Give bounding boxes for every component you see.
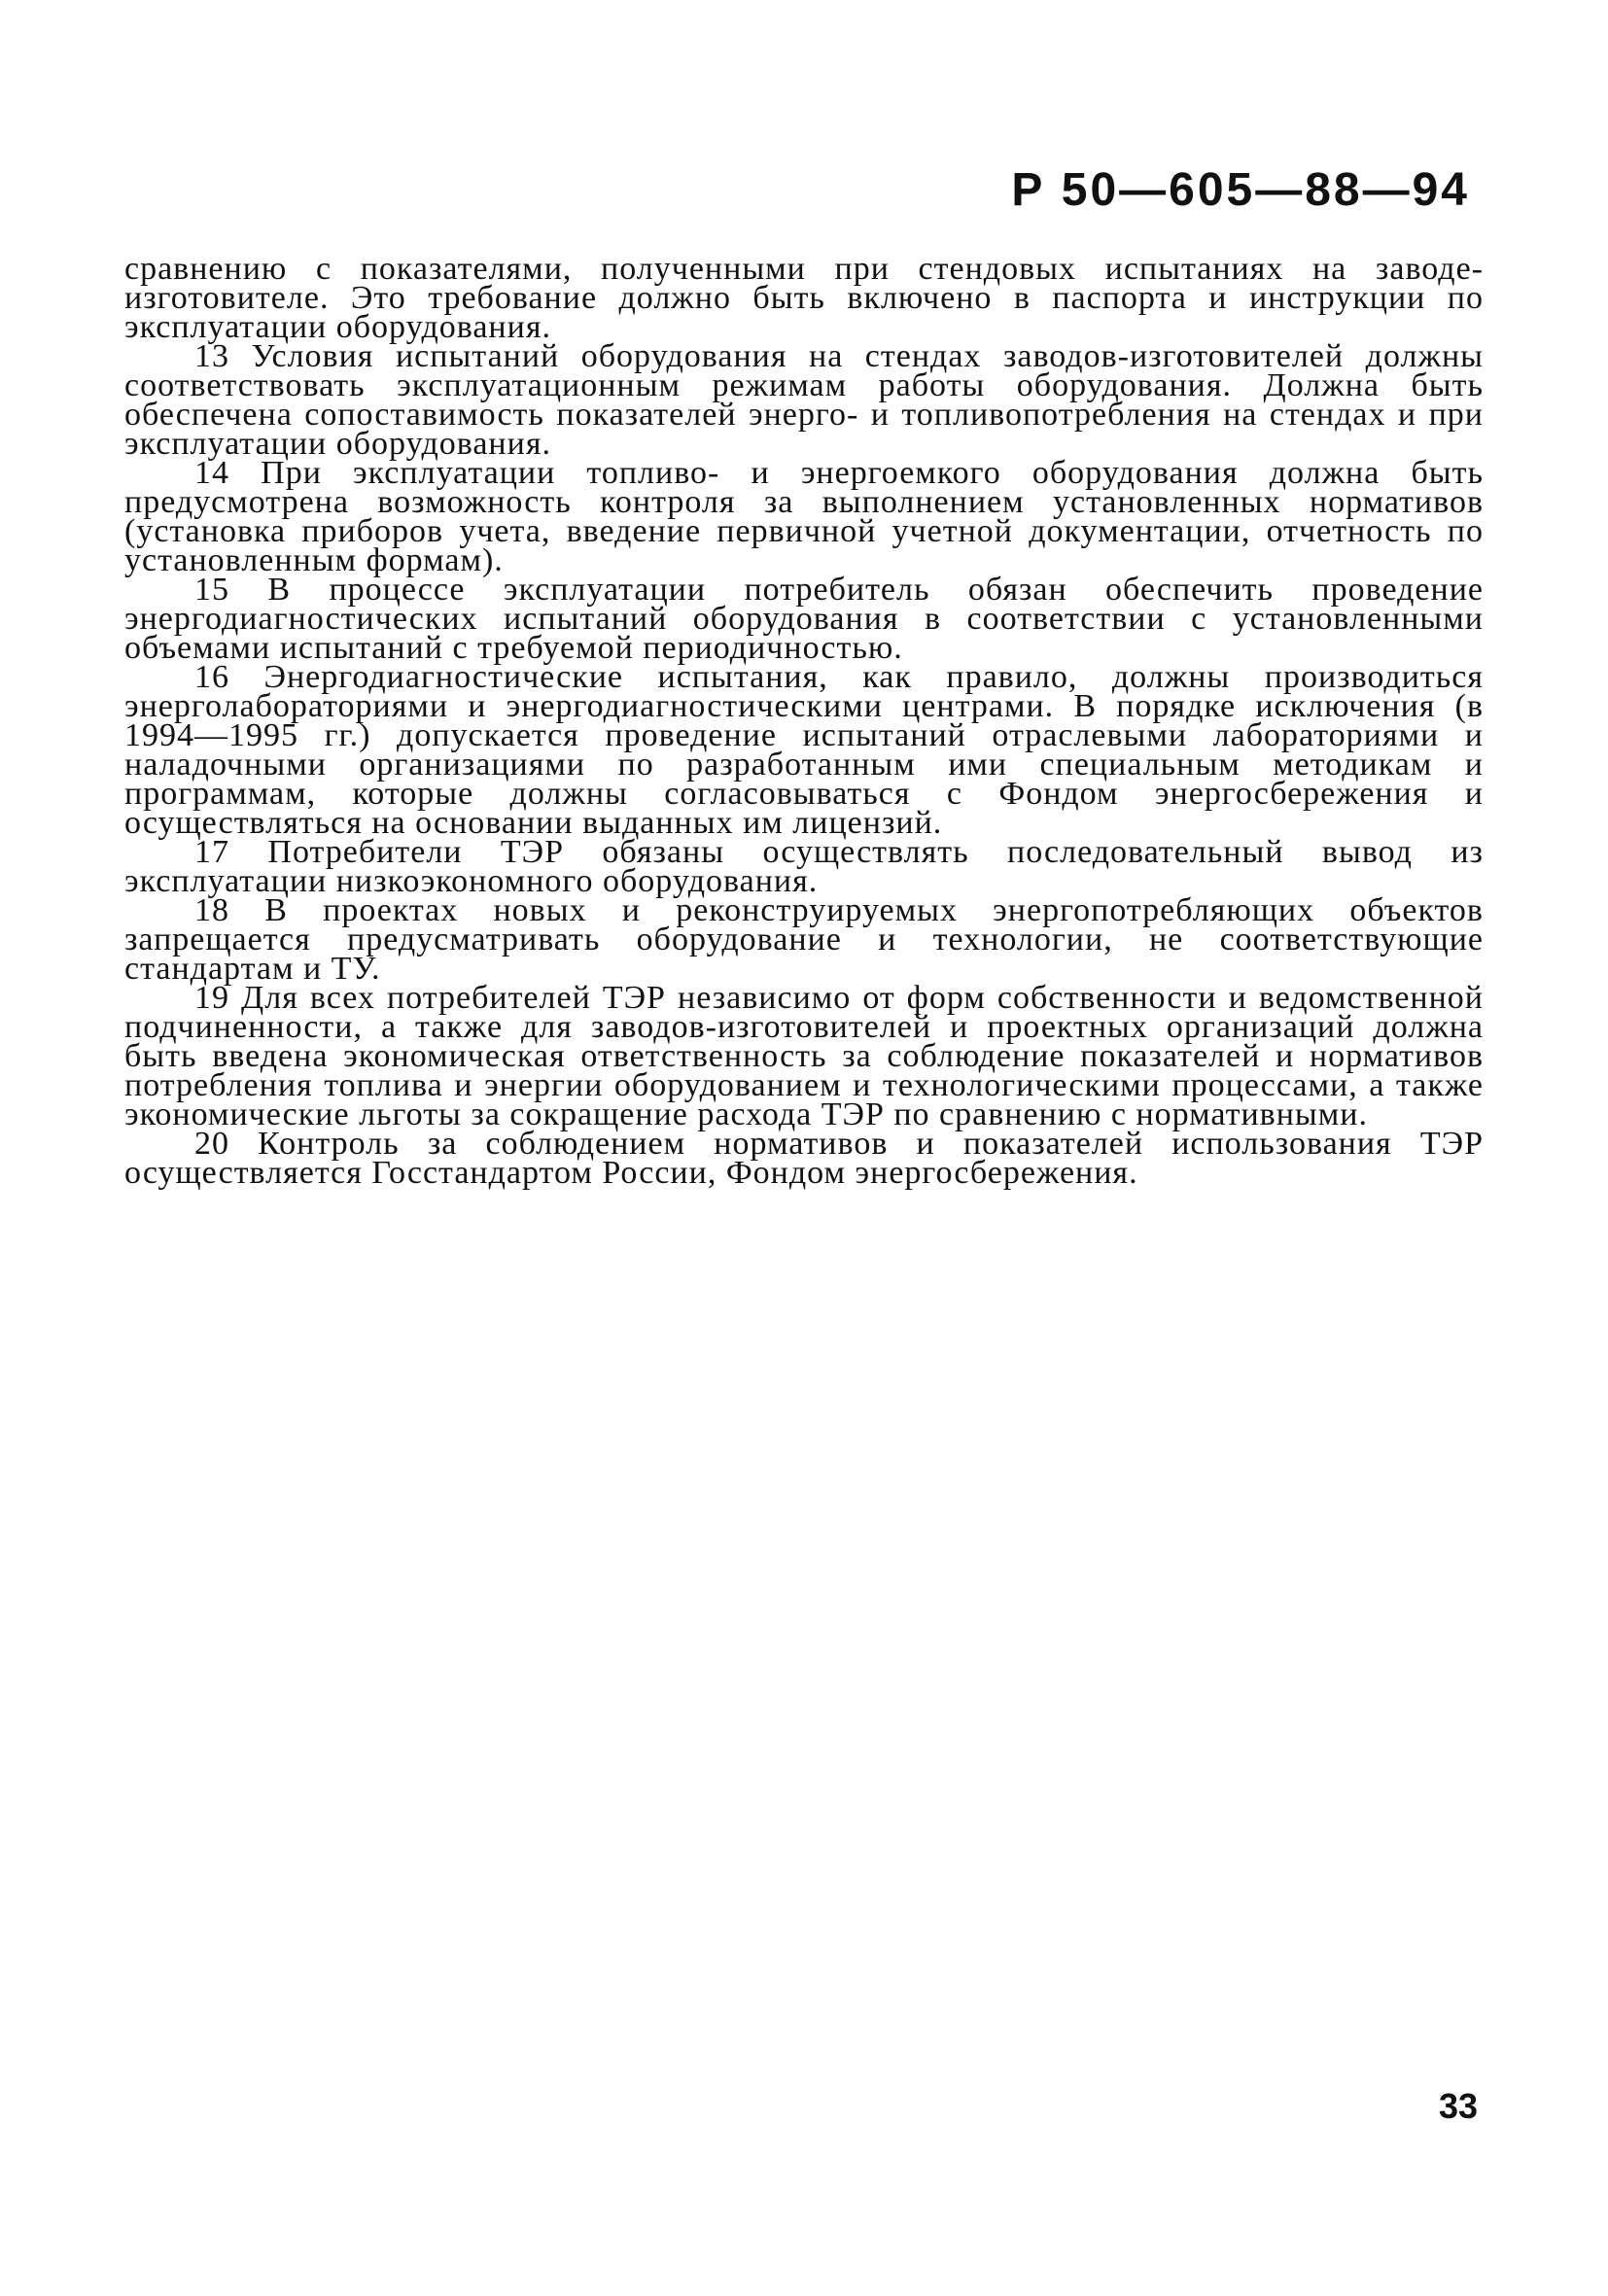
paragraph-continuation: сравнению с показателями, полученными при стендовых испытаниях на заводе-изготовителе. Это требование должно быть включено в паспорта и инструкции по эксплуатации оборудования.: [124, 251, 1484, 345]
paragraph-clause: 18 В проектах новых и реконструируемых энергопотребляющих объектов запрещается предусматривать оборудование и технологии, не соответствующие стандартам и ТУ.: [124, 892, 1484, 987]
paragraph-clause: 15 В процессе эксплуатации потребитель обязан обеспечить проведение энергодиагностических испытаний оборудования в соответствии с установленными объемами испытаний с требуемой периодичностью.: [124, 572, 1484, 666]
paragraph-clause: 13 Условия испытаний оборудования на стендах заводов-изготовителей должны соответствовать эксплуатационным режимам работы оборудования. Должна быть обеспечена сопоставимость показателей энерго- и топливопотребления на стендах и при эксплуатации оборудования.: [124, 338, 1484, 462]
page-number: 33: [1438, 2086, 1478, 2126]
paragraph-clause: 17 Потребители ТЭР обязаны осуществлять последовательный вывод из эксплуатации низкоэкономного оборудования.: [124, 834, 1484, 899]
paragraph-clause: 14 При эксплуатации топливо- и энергоемкого оборудования должна быть предусмотрена возможность контроля за выполнением установленных нормативов (установка приборов учета, введение первичной учетной документации, отчетность по установленным формам).: [124, 455, 1484, 578]
document-body: [124, 251, 1484, 1191]
paragraph-clause: 16 Энергодиагностические испытания, как правило, должны производиться энерголабораториями и энергодиагностическими центрами. В порядке исключения (в 1994—1995 гг.) допускается проведение испытаний отраслевыми лабораториями и наладочными организациями по разработанным ими специальным методикам и программам, которые должны согласовываться с Фондом энергосбережения и осуществляться на основании выданных им лицензий.: [124, 659, 1484, 841]
paragraph-clause: 20 Контроль за соблюдением нормативов и показателей использования ТЭР осуществляется Госстандартом России, Фондом энергосбережения.: [124, 1126, 1484, 1191]
document-code: Р 50—605—88—94: [1011, 164, 1470, 216]
paragraph-clause: 19 Для всех потребителей ТЭР независимо от форм собственности и ведомственной подчиненности, а также для заводов-изготовителей и проектных организаций должна быть введена экономическая ответственность за соблюдение показателей и нормативов потребления топлива и энергии оборудованием и технологическими процессами, а также экономические льготы за сокращение расхода ТЭР по сравнению с нормативными.: [124, 980, 1484, 1132]
